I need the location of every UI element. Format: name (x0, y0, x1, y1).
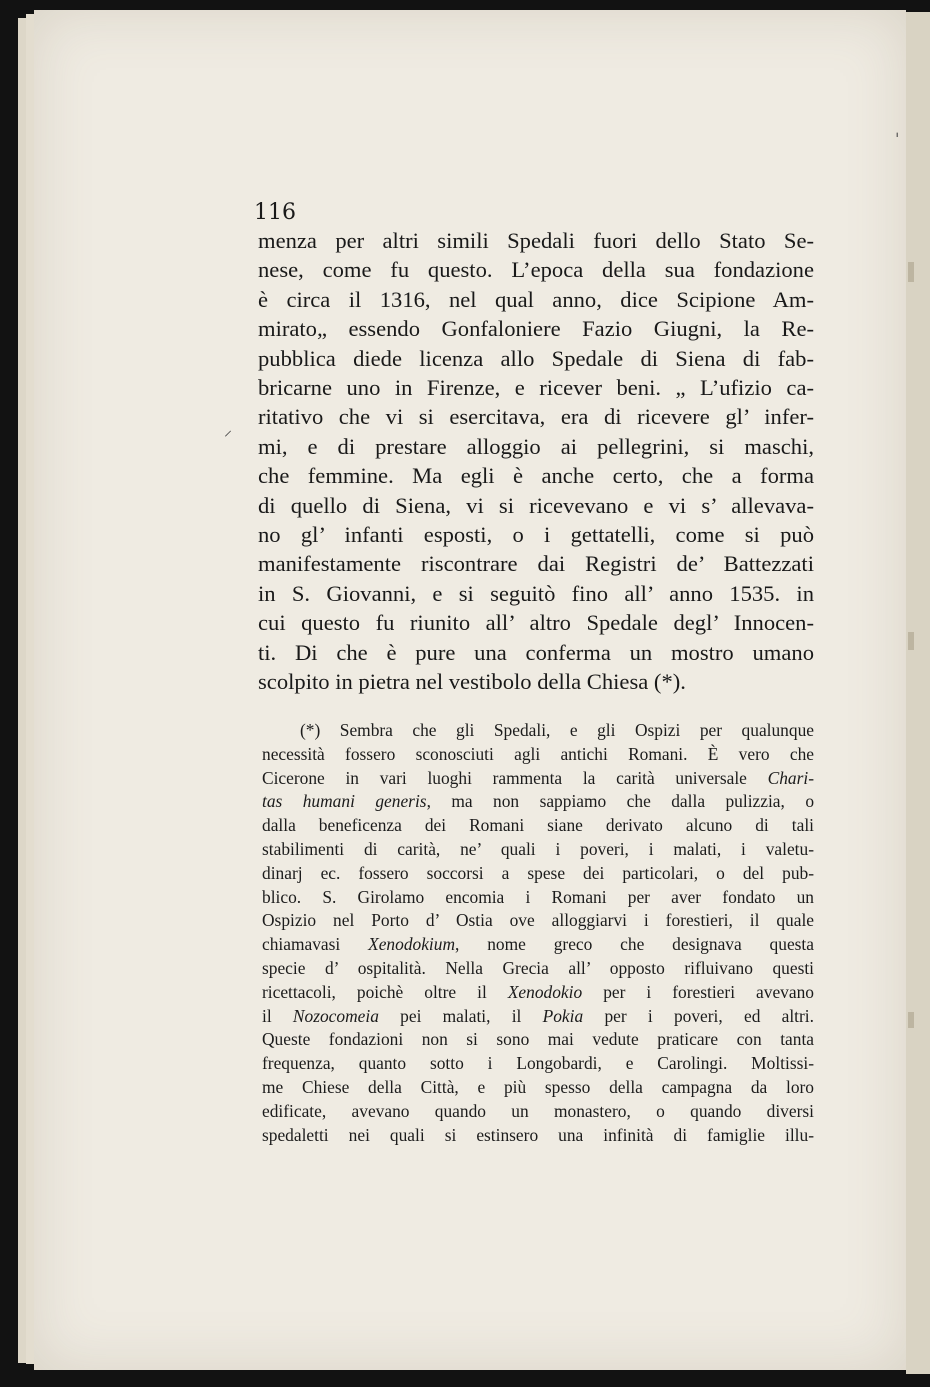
text-line: bricarne uno in Firenze, e ricever beni. „ L’ufizio ca- (258, 375, 814, 401)
footnote-line: specie d’ ospitalità. Nella Grecia all’ opposto rifluivano questi (262, 957, 814, 978)
text-line: nese, come fu questo. L’epoca della sua fondazione (258, 257, 814, 283)
text-line: di quello di Siena, vi si ricevevano e vi s’ allevava- (258, 492, 814, 518)
footnote (262, 719, 814, 1147)
text-line: ti. Di che è pure una conferma un mostro umano (258, 639, 814, 665)
footnote-line: dinarj ec. fossero soccorsi a spese dei particolari, o del pub- (262, 862, 814, 883)
page-number: 116 (254, 200, 296, 225)
italic-word: Nozocomeia (292, 1005, 379, 1026)
italic-phrase: tas humani generis (262, 791, 427, 812)
footnote-line: Cicerone in vari luoghi rammenta la carità universale Chari- (262, 767, 814, 788)
text-line: mirato„ essendo Gonfaloniere Fazio Giugni, la Re- (258, 316, 814, 342)
text-line: pubblica diede licenza allo Spedale di Siena di fab- (258, 345, 814, 371)
footnote-line: ricettacoli, poichè oltre il Xenodokio per i forestieri avevano (262, 981, 814, 1002)
text-line: no gl’ infanti esposti, o i gettatelli, come si può (258, 522, 814, 548)
footnote-line: (*) Sembra che gli Spedali, e gli Ospizi per qualunque (300, 720, 814, 740)
footnote-line: frequenza, quanto sotto i Longobardi, e Carolingi. Moltissi- (262, 1053, 814, 1074)
margin-dash-icon: ⸍ (224, 427, 233, 446)
italic-word: Pokia (542, 1005, 584, 1026)
text-line: scolpito in pietra nel vestibolo della Chiesa (*). (258, 669, 686, 695)
footnote-line: me Chiese della Città, e più spesso della campagna da loro (262, 1076, 814, 1097)
footnote-line: Ospizio nel Porto d’ Ostia ove alloggiarvi i forestieri, il quale (262, 910, 814, 931)
page-tab (908, 632, 914, 650)
margin-tick-icon: ˈ (895, 130, 900, 149)
next-page-edge (906, 12, 930, 1374)
text-line: in S. Giovanni, e si seguitò fino all’ anno 1535. in (258, 580, 814, 606)
footnote-line: dalla beneficenza dei Romani siane derivato alcuno di tali (262, 815, 814, 836)
italic-word: Xenodokio (507, 981, 583, 1002)
footnote-line: blico. S. Girolamo encomia i Romani per aver fondato un (262, 886, 814, 907)
page-tab (908, 262, 914, 282)
main-text (258, 226, 814, 697)
text-line: mi, e di prestare alloggio ai pellegrini, si maschi, (258, 433, 814, 459)
text-line: cui questo fu riunito all’ altro Spedale degl’ Innocen- (258, 610, 814, 636)
text-line: ritativo che vi si esercitava, era di ricevere gl’ infer- (258, 404, 814, 430)
footnote-line: spedaletti nei quali si estinsero una infinità di famiglie illu- (262, 1124, 814, 1145)
footnote-line: stabilimenti di carità, ne’ quali i poveri, i malati, i valetu- (262, 838, 814, 859)
footnote-line: necessità fossero sconosciuti agli antichi Romani. È vero che (262, 743, 814, 764)
footnote-line: chiamavasi Xenodokium, nome greco che designava questa (262, 934, 814, 955)
footnote-line: tas humani generis, ma non sappiamo che dalla pulizzia, o (262, 791, 815, 812)
page-tab (908, 1012, 914, 1028)
footnote-line: il Nozocomeia pei malati, il Pokia per i poveri, ed altri. (262, 1005, 814, 1026)
italic-word: Xenodokium (368, 934, 456, 955)
text-line: è circa il 1316, nel qual anno, dice Scipione Am- (258, 286, 814, 312)
text-line: manifestamente riscontrare dai Registri de’ Battezzati (258, 551, 814, 577)
italic-phrase: Chari- (767, 767, 814, 788)
footnote-line: Queste fondazioni non si sono mai vedute praticare con tanta (262, 1029, 814, 1050)
text-line: che femmine. Ma egli è anche certo, che a forma (258, 463, 814, 489)
text-line: menza per altri simili Spedali fuori dello Stato Se- (258, 228, 814, 253)
footnote-line: edificate, avevano quando un monastero, o quando diversi (262, 1100, 814, 1121)
